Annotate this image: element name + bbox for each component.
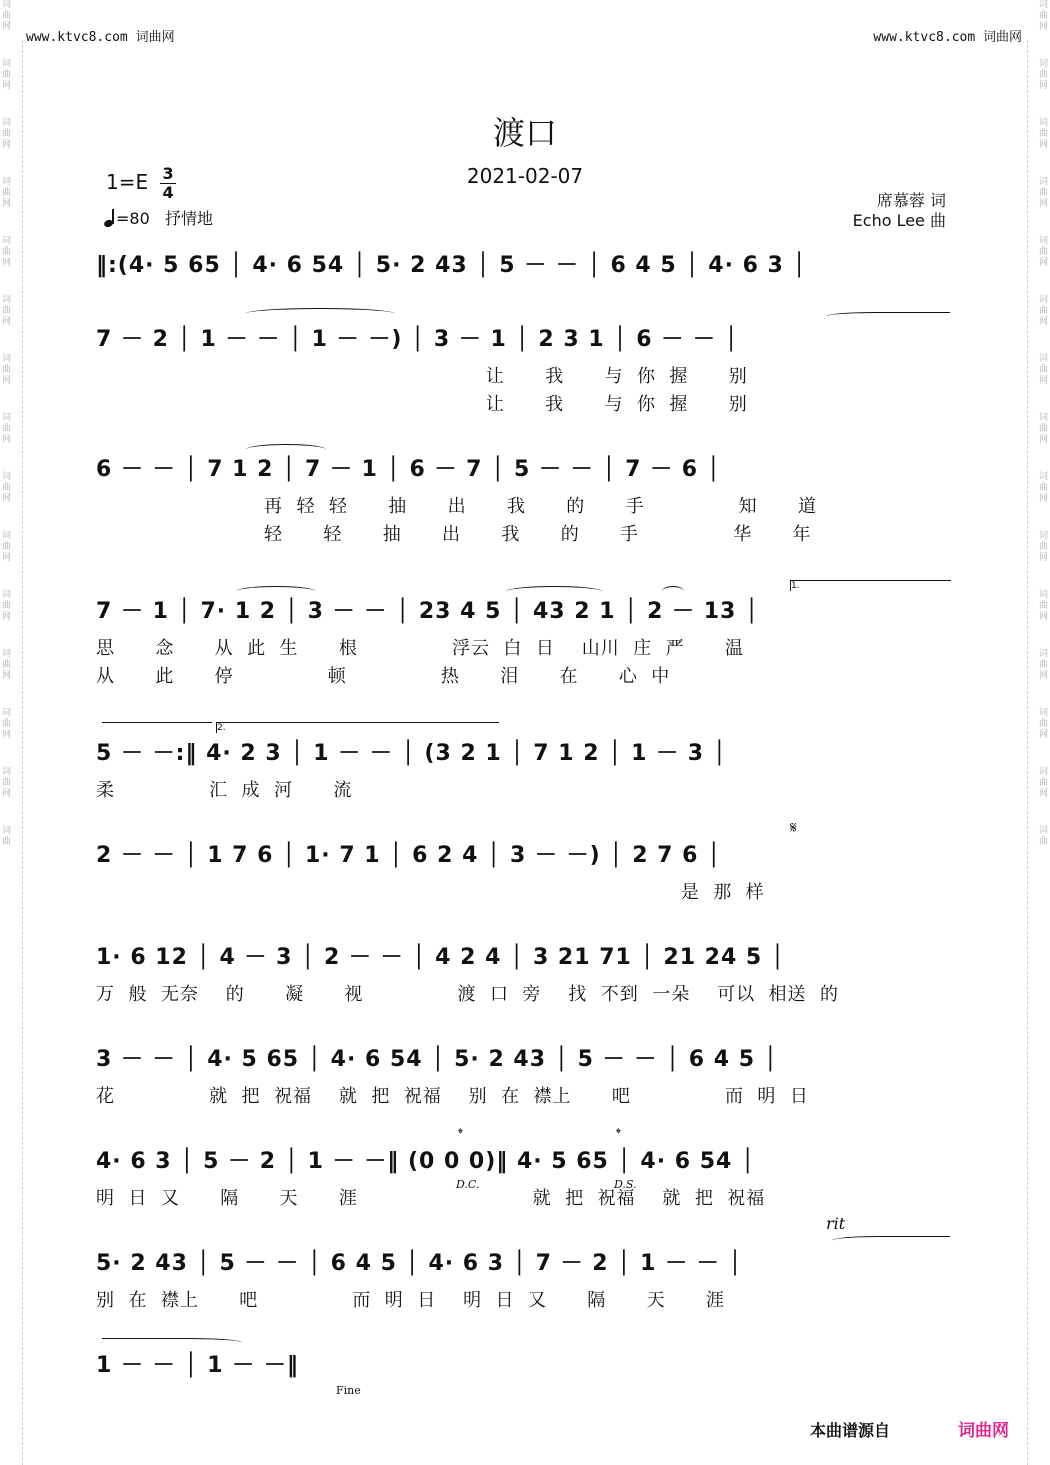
coda-icon: 𝄌 [616, 1126, 621, 1142]
watermark-glyph: 曲 [1038, 247, 1048, 257]
notation-line: 1 － － │ 1 － －‖ [96, 1353, 299, 1378]
song-title: 渡口 [492, 114, 557, 152]
watermark-glyph: 网 [2, 140, 12, 150]
key-signature [106, 165, 176, 202]
source-label: 本曲谱源自 [810, 1421, 891, 1440]
volta-1-bracket-end [102, 722, 212, 733]
watermark-glyph: 网 [2, 22, 12, 32]
score-row-11 [96, 1348, 956, 1428]
watermark-glyph: 网 [1038, 494, 1048, 504]
watermark-glyph: 曲 [1038, 424, 1048, 434]
watermark-glyph: 曲 [1038, 483, 1048, 493]
volta-2-label: 2. [217, 723, 226, 733]
watermark-glyph: 网 [2, 671, 12, 681]
watermark-glyph: 词 [2, 826, 12, 836]
watermark-glyph: 网 [1038, 199, 1048, 209]
score-row-6 [96, 818, 956, 918]
coda-icon: 𝄌 [458, 1126, 463, 1142]
watermark-glyph: 网 [2, 376, 12, 386]
mood-label: 抒情地 [165, 209, 214, 228]
notation-line: 7 － 2 │ 1 － － │ 1 － －) │ 3 － 1 │ 2 3 1 │ 6 － － │ [96, 327, 739, 352]
notation-line: 1· 6 12 │ 4 － 3 │ 2 － － │ 4 2 4 │ 3 21 71 │ 21 24 5 │ [96, 945, 786, 970]
watermark-glyph: 网 [1038, 140, 1048, 150]
lyric-verse-1: 明 日 又 隔 天 涯 就 把 祝福 就 把 祝福 [96, 1188, 766, 1209]
watermark-glyph: 词 [1038, 118, 1048, 128]
watermark-glyph: 曲 [1038, 601, 1048, 611]
score-row-9 [96, 1126, 956, 1224]
watermark-glyph: 词 [2, 531, 12, 541]
watermark-glyph: 网 [2, 730, 12, 740]
tempo-value: =80 [116, 209, 150, 228]
watermark-glyph: 网 [2, 789, 12, 799]
watermark-glyph: 曲 [1038, 188, 1048, 198]
watermark-glyph: 词 [2, 649, 12, 659]
lyric-verse-2: 轻 轻 抽 出 我 的 手 华 年 [96, 524, 812, 545]
margin-line-left [22, 40, 23, 1465]
watermark-glyph: 网 [1038, 553, 1048, 563]
notation-line: 6 － － │ 7 1 2 │ 7 － 1 │ 6 － 7 │ 5 － － │ 7 － 6 │ [96, 457, 722, 482]
watermark-glyph: 网 [2, 199, 12, 209]
watermark-glyph: 曲 [1038, 11, 1048, 21]
quarter-note-icon [104, 209, 116, 227]
watermark-glyph: 网 [1038, 671, 1048, 681]
lyric-verse-2: 从 此 停 顿 热 泪 在 心 中 [96, 666, 671, 687]
watermark-glyph: 曲 [2, 424, 12, 434]
score-row-3 [96, 452, 956, 545]
watermark-glyph: 曲 [1038, 837, 1048, 847]
watermark-glyph: 曲 [1038, 129, 1048, 139]
time-signature [160, 165, 175, 202]
watermark-glyph: 词 [2, 236, 12, 246]
watermark-glyph: 曲 [2, 129, 12, 139]
watermark-glyph: 曲 [2, 778, 12, 788]
lyric-verse-1: 让 我 与 你 握 别 [96, 366, 748, 387]
segno-icon: 𝄋 [790, 818, 797, 837]
ds-marking: D.S. [614, 1178, 637, 1191]
watermark-glyph: 曲 [1038, 778, 1048, 788]
watermark-glyph: 曲 [2, 70, 12, 80]
volta-1-label: 1. [791, 581, 800, 591]
rit-marking: rit [826, 1214, 846, 1233]
watermark-glyph: 网 [1038, 789, 1048, 799]
watermark-glyph: 词 [1038, 295, 1048, 305]
watermark-glyph: 词 [1038, 590, 1048, 600]
watermark-glyph: 词 [1038, 0, 1048, 10]
notation-line: ‖:(4· 5 65 │ 4· 6 54 │ 5· 2 43 │ 5 － － │ 6 4 5 │ 4· 6 3 │ [96, 253, 807, 278]
watermark-glyph: 词 [2, 0, 12, 10]
watermark-glyph: 曲 [2, 837, 12, 847]
watermark-glyph: 词 [1038, 826, 1048, 836]
watermark-glyph: 网 [1038, 258, 1048, 268]
watermark-glyph: 曲 [2, 188, 12, 198]
composer-credit: Echo Lee 曲 [852, 211, 946, 230]
watermark-glyph: 词 [1038, 236, 1048, 246]
tie-arc [246, 308, 394, 319]
notation-line: 5· 2 43 │ 5 － － │ 6 4 5 │ 4· 6 3 │ 7 － 2 │ 1 － － │ [96, 1251, 743, 1276]
watermark-glyph: 网 [1038, 730, 1048, 740]
watermark-glyph: 曲 [2, 11, 12, 21]
watermark-glyph: 网 [1038, 435, 1048, 445]
watermark-glyph: 曲 [2, 601, 12, 611]
watermark-glyph: 曲 [1038, 719, 1048, 729]
notation-line: 4· 6 3 │ 5 － 2 │ 1 － －‖ (0 0 0)‖ 4· 5 65 │ 4· 6 54 │ [96, 1149, 756, 1174]
score-row-8 [96, 1042, 956, 1122]
volta-1-bracket [790, 580, 951, 591]
watermark-glyph: 曲 [2, 247, 12, 257]
song-date: 2021-02-07 [466, 164, 584, 188]
watermark-glyph: 词 [2, 295, 12, 305]
watermark-glyph: 网 [2, 258, 12, 268]
watermark-glyph: 网 [2, 553, 12, 563]
watermark-glyph: 词 [1038, 472, 1048, 482]
watermark-glyph: 曲 [1038, 365, 1048, 375]
watermark-glyph: 词 [2, 590, 12, 600]
watermark-glyph: 词 [2, 118, 12, 128]
notation-line: 7 － 1 │ 7· 1 2 │ 3 － － │ 23 4 5 │ 43 2 1 │ 2 － 13 │ [96, 599, 760, 624]
notation-line: 3 － － │ 4· 5 65 │ 4· 6 54 │ 5· 2 43 │ 5 － － │ 6 4 5 │ [96, 1047, 778, 1072]
tempo-marking [104, 206, 213, 229]
watermark-glyph: 词 [1038, 59, 1048, 69]
watermark-glyph: 曲 [2, 542, 12, 552]
watermark-glyph: 词 [2, 413, 12, 423]
watermark-glyph: 词 [1038, 649, 1048, 659]
score-row-2 [96, 322, 956, 415]
lyric-verse-1: 别 在 襟上 吧 而 明 日 明 日 又 隔 天 涯 [96, 1290, 725, 1311]
watermark-glyph: 词 [1038, 708, 1048, 718]
score-row-4 [96, 581, 956, 687]
lyric-verse-1: 再 轻 轻 抽 出 我 的 手 知 道 [96, 496, 818, 517]
watermark-column-right [1034, 0, 1048, 1465]
site-url-left[interactable]: www.ktvc8.com 词曲网 [26, 30, 175, 45]
watermark-glyph: 曲 [1038, 542, 1048, 552]
lyric-verse-1: 柔 汇 成 河 流 [96, 780, 353, 801]
watermark-glyph: 网 [1038, 317, 1048, 327]
lyricist-credit: 席慕蓉 词 [876, 191, 946, 210]
watermark-glyph: 词 [2, 708, 12, 718]
time-signature-top: 3 [162, 164, 174, 183]
lyric-verse-1: 思 念 从 此 生 根 浮云 白 日 山川 庄 严 温 [96, 638, 744, 659]
watermark-glyph: 曲 [2, 306, 12, 316]
watermark-column-left [2, 0, 16, 1465]
watermark-glyph: 词 [2, 59, 12, 69]
margin-line-right [1027, 40, 1028, 1465]
watermark-glyph: 词 [1038, 767, 1048, 777]
watermark-glyph: 网 [2, 612, 12, 622]
watermark-glyph: 网 [2, 494, 12, 504]
watermark-glyph: 网 [2, 81, 12, 91]
watermark-glyph: 曲 [2, 483, 12, 493]
fine-marking: Fine [336, 1384, 361, 1397]
watermark-glyph: 曲 [2, 365, 12, 375]
score-row-5 [96, 723, 956, 816]
watermark-glyph: 网 [2, 435, 12, 445]
watermark-glyph: 词 [1038, 177, 1048, 187]
notation-line: 5 － －:‖ 4· 2 3 │ 1 － － │ (3 2 1 │ 7 1 2 │ 1 － 3 │ [96, 741, 727, 766]
lyric-verse-2: 让 我 与 你 握 别 [96, 394, 748, 415]
watermark-glyph: 词 [2, 767, 12, 777]
time-signature-bottom: 4 [162, 183, 174, 202]
watermark-glyph: 网 [1038, 81, 1048, 91]
lyric-verse-1: 是 那 样 [96, 882, 765, 903]
site-url-right[interactable]: www.ktvc8.com 词曲网 [873, 30, 1022, 45]
score-row-7 [96, 940, 956, 1020]
lyric-verse-1: 花 就 把 祝福 就 把 祝福 别 在 襟上 吧 而 明 日 [96, 1086, 809, 1107]
score-row-10 [96, 1214, 956, 1326]
watermark-glyph: 曲 [2, 719, 12, 729]
watermark-glyph: 词 [2, 472, 12, 482]
key-label: 1=E [106, 170, 149, 194]
watermark-glyph: 网 [1038, 612, 1048, 622]
watermark-glyph: 词 [1038, 531, 1048, 541]
source-site-link[interactable]: 词曲网 [958, 1421, 1009, 1441]
lyric-verse-1: 万 般 无奈 的 凝 视 渡 口 旁 找 不到 一朵 可以 相送 的 [96, 984, 839, 1005]
watermark-glyph: 曲 [2, 660, 12, 670]
watermark-glyph: 词 [1038, 354, 1048, 364]
watermark-glyph: 曲 [1038, 306, 1048, 316]
notation-line: 2 － － │ 1 7 6 │ 1· 7 1 │ 6 2 4 │ 3 － －) │ 2 7 6 │ [96, 843, 722, 868]
watermark-glyph: 网 [2, 317, 12, 327]
watermark-glyph: 词 [1038, 413, 1048, 423]
dc-marking: D.C. [456, 1178, 480, 1191]
watermark-glyph: 网 [1038, 22, 1048, 32]
watermark-glyph: 曲 [1038, 660, 1048, 670]
watermark-glyph: 词 [2, 177, 12, 187]
watermark-glyph: 网 [1038, 376, 1048, 386]
volta-2-bracket [216, 722, 499, 733]
watermark-glyph: 词 [2, 354, 12, 364]
watermark-glyph: 曲 [1038, 70, 1048, 80]
